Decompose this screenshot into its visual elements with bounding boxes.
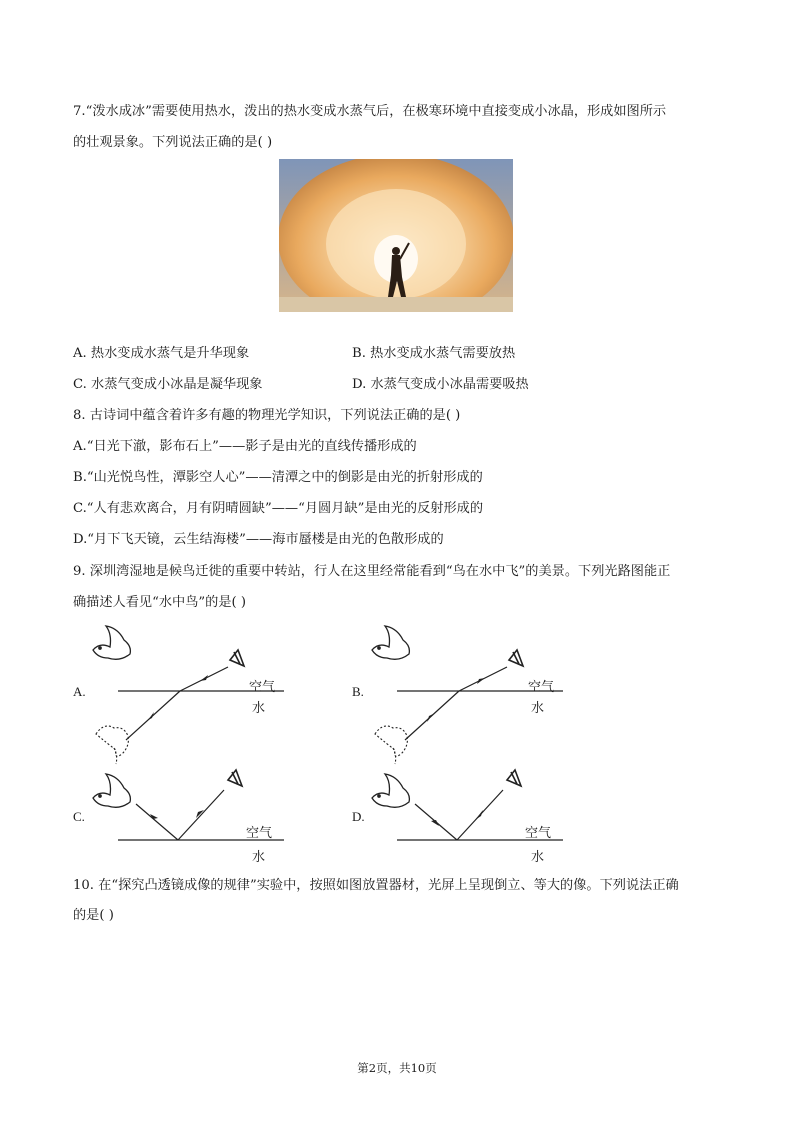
bird-image-icon xyxy=(375,726,407,764)
q9-d-water-label: 水 xyxy=(531,849,545,864)
q7-option-b[interactable]: B. 热水变成水蒸气需要放热 xyxy=(352,346,516,361)
q7-option-a[interactable]: A. 热水变成水蒸气是升华现象 xyxy=(73,346,250,361)
page-footer: 第2页，共10页 xyxy=(357,1061,437,1075)
q9-stem-line1: 9. 深圳湾湿地是候鸟迁徙的重要中转站，行人在这里经常能看到“鸟在水中飞”的美景。下列光路图能正 xyxy=(73,564,671,579)
eye-icon xyxy=(509,650,523,666)
q9-option-b-label[interactable]: B. xyxy=(352,684,364,699)
bird-icon xyxy=(372,626,409,659)
q9-option-a-label[interactable]: A. xyxy=(73,684,86,699)
q8-option-d[interactable]: D.“月下飞天镜，云生结海楼”——海市蜃楼是由光的色散形成的 xyxy=(73,532,444,547)
q9-b-water-label: 水 xyxy=(531,700,545,715)
q8-option-c[interactable]: C.“人有悲欢离合，月有阴晴圆缺”——“月圆月缺”是由光的反射形成的 xyxy=(73,501,484,516)
q10-stem-line1: 10. 在“探究凸透镜成像的规律”实验中，按照如图放置器材，光屏上呈现倒立、等大的像。下列说法正确 xyxy=(73,878,679,893)
bird-icon xyxy=(372,774,409,807)
q9-option-d-label[interactable]: D. xyxy=(352,809,365,824)
bird-icon xyxy=(93,626,130,659)
q7-stem-line2: 的壮观景象。下列说法正确的是( ) xyxy=(73,135,273,150)
eye-icon xyxy=(507,770,521,786)
bird-image-icon xyxy=(96,726,128,764)
q9-a-water-label: 水 xyxy=(252,700,266,715)
eye-icon xyxy=(230,650,244,666)
bird-icon xyxy=(93,774,130,807)
q7-stem-line1: 7.“泼水成冰”需要使用热水，泼出的热水变成水蒸气后，在极寒环境中直接变成小冰晶，形成如图所示 xyxy=(73,104,667,119)
q9-option-c-label[interactable]: C. xyxy=(73,809,85,824)
q7-option-d[interactable]: D. 水蒸气变成小冰晶需要吸热 xyxy=(352,377,529,392)
q7-photo-water-to-ice xyxy=(279,159,513,312)
q9-d-air-label: 空气 xyxy=(525,825,552,840)
q9-b-air-label: 空气 xyxy=(528,679,555,694)
eye-icon xyxy=(228,770,242,786)
q7-option-c[interactable]: C. 水蒸气变成小冰晶是凝华现象 xyxy=(73,377,263,392)
q8-option-a[interactable]: A.“日光下澈，影布石上”——影子是由光的直线传播形成的 xyxy=(73,439,417,454)
q9-a-air-label: 空气 xyxy=(249,679,276,694)
q8-option-b[interactable]: B.“山光悦鸟性，潭影空人心”——清潭之中的倒影是由光的折射形成的 xyxy=(73,470,483,485)
q8-stem: 8. 古诗词中蕴含着许多有趣的物理光学知识，下列说法正确的是( ) xyxy=(73,408,461,423)
q9-stem-line2: 确描述人看见“水中鸟”的是( ) xyxy=(73,595,247,610)
q9-c-water-label: 水 xyxy=(252,849,266,864)
q10-stem-line2: 的是( ) xyxy=(73,908,114,923)
q9-c-air-label: 空气 xyxy=(246,825,273,840)
